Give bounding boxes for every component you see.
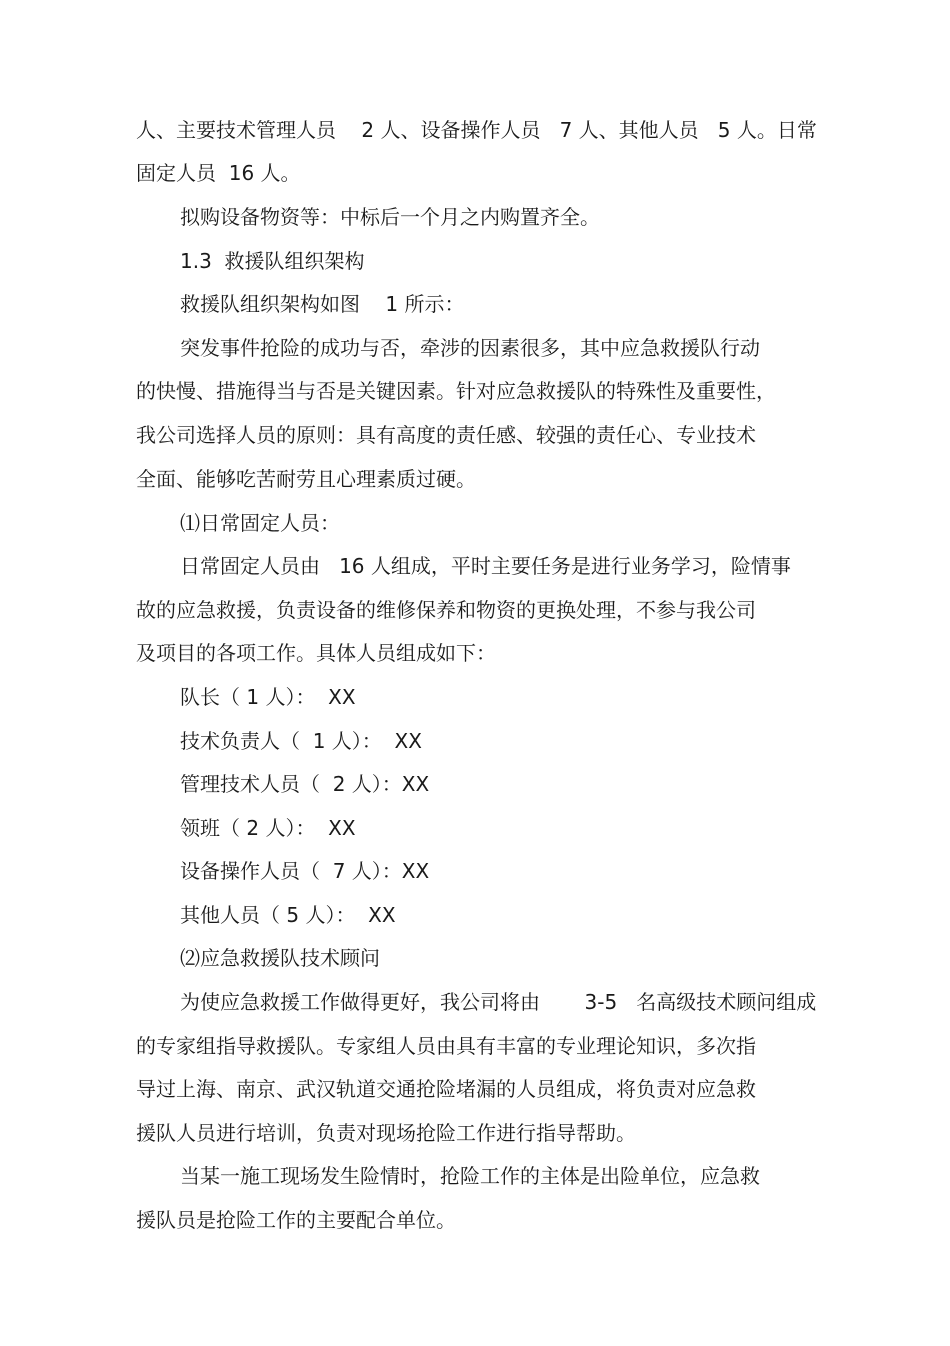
roster-item-foreman: 领班（ 2 人）： XX (180, 816, 356, 840)
text-line-7: 的快慢、措施得当与否是关键因素。针对应急救援队的特殊性及重要性， (136, 379, 776, 403)
roster-item-other-staff: 其他人员（ 5 人）： XX (180, 903, 396, 927)
text-line-23: 导过上海、南京、武汉轨道交通抢险堵漏的人员组成，将负责对应急救 (136, 1077, 756, 1101)
text-line-25: 当某一施工现场发生险情时，抢险工作的主体是出险单位，应急救 (180, 1164, 760, 1188)
section-heading: 1.3 救援队组织架构 (180, 249, 365, 273)
text-line-24: 援队人员进行培训，负责对现场抢险工作进行指导帮助。 (136, 1121, 636, 1145)
roster-item-tech-lead: 技术负责人（ 1 人）： XX (180, 729, 422, 753)
text-line-12: 故的应急救援，负责设备的维修保养和物资的更换处理，不参与我公司 (136, 598, 756, 622)
text-line-2: 固定人员 16 人。 (136, 161, 301, 185)
roster-item-equipment-operators: 设备操作人员（ 7 人）：XX (180, 859, 430, 883)
text-line-21: 为使应急救援工作做得更好，我公司将由 3-5 名高级技术顾问组成 (180, 990, 817, 1014)
subheading-fixed-staff: ⑴日常固定人员： (180, 511, 340, 535)
subheading-tech-advisors: ⑵应急救援队技术顾问 (180, 946, 380, 970)
text-line-26: 援队员是抢险工作的主要配合单位。 (136, 1208, 456, 1232)
text-line-13: 及项目的各项工作。具体人员组成如下： (136, 641, 496, 665)
text-line-3: 拟购设备物资等：中标后一个月之内购置齐全。 (180, 205, 600, 229)
text-line-22: 的专家组指导救援队。专家组人员由具有丰富的专业理论知识，多次指 (136, 1034, 756, 1058)
roster-item-tech-management: 管理技术人员（ 2 人）：XX (180, 772, 430, 796)
text-line-8: 我公司选择人员的原则：具有高度的责任感、较强的责任心、专业技术 (136, 423, 756, 447)
text-line-9: 全面、能够吃苦耐劳且心理素质过硬。 (136, 467, 476, 491)
text-line-6: 突发事件抢险的成功与否，牵涉的因素很多，其中应急救援队行动 (180, 336, 760, 360)
text-line-5: 救援队组织架构如图 1 所示： (180, 292, 465, 316)
roster-item-captain: 队长（ 1 人）： XX (180, 685, 356, 709)
text-line-1: 人、主要技术管理人员 2 人、设备操作人员 7 人、其他人员 5 人。日常 (136, 118, 817, 142)
text-line-11: 日常固定人员由 16 人组成，平时主要任务是进行业务学习，险情事 (180, 554, 791, 578)
